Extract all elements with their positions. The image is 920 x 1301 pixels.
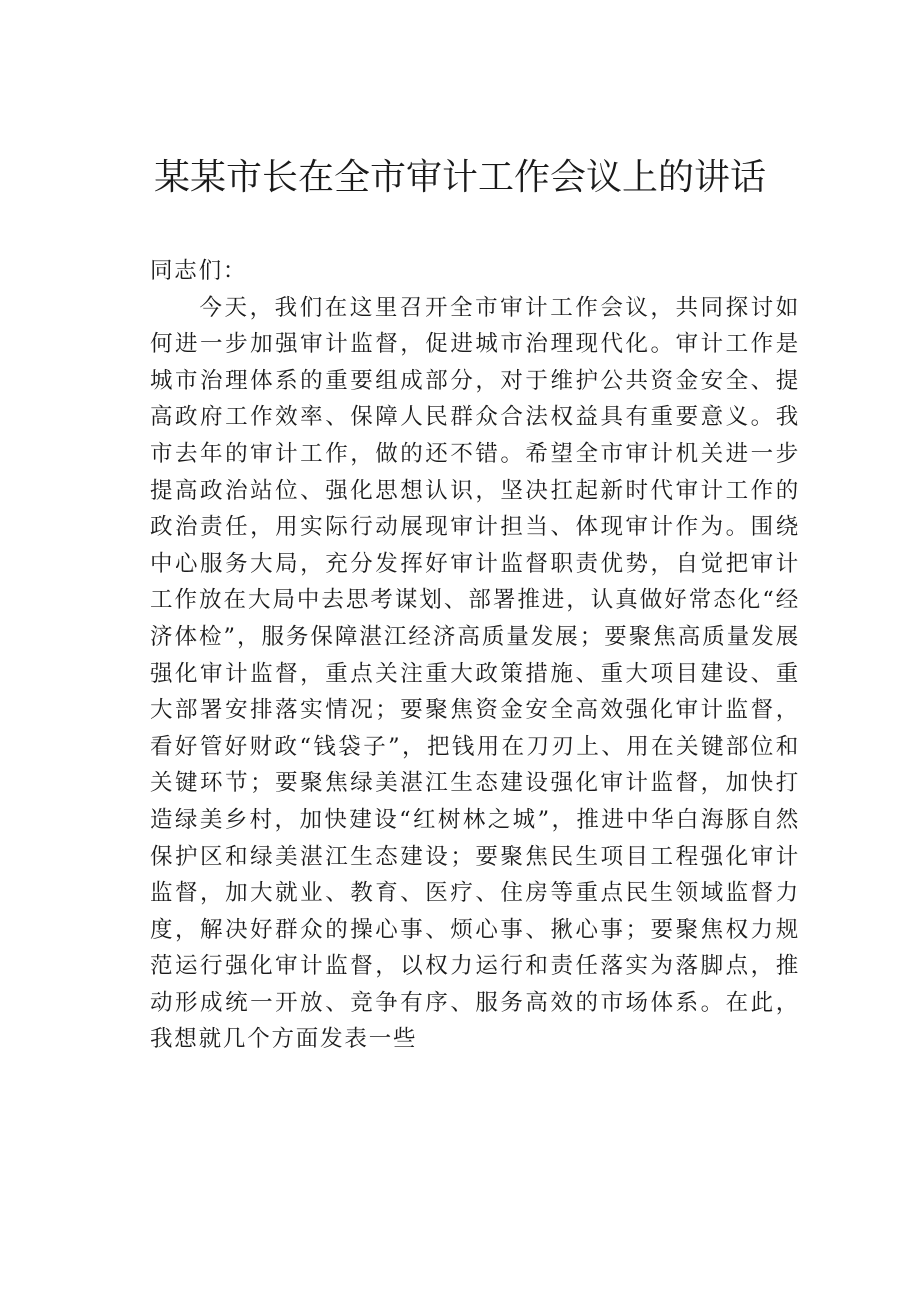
document-title: 某某市长在全市审计工作会议上的讲话 bbox=[153, 157, 766, 198]
body-paragraph: 今天，我们在这里召开全市审计工作会议，共同探讨如何进一步加强审计监督，促进城市治理现代化。审计工作是城市治理体系的重要组成部分，对于维护公共资金安全、提高政府工作效率、保障人民群众合法权益具有重要意义。我市去年的审计工作，做的还不错。希望全市审计机关进一步提高政治站位、强化思想认识，坚决扛起新时代审计工作的政治责任，用实际行动展现审计担当、体现审计作为。围绕中心服务大局，充分发挥好审计监督职责优势，自觉把审计工作放在大局中去思考谋划、部署推进，认真做好常态化“经济体检”，服务保障湛江经济高质量发展；要聚焦高质量发展强化审计监督，重点关注重大政策措施、重大项目建设、重大部署安排落实情况；要聚焦资金安全高效强化审计监督，看好管好财政“钱袋子”，把钱用在刀刃上、用在关键部位和关键环节；要聚焦绿美湛江生态建设强化审计监督，加快打造绿美乡村，加快建设“红树林之城”，推进中华白海豚自然保护区和绿美湛江生态建设；要聚焦民生项目工程强化审计监督，加大就业、教育、医疗、住房等重点民生领域监督力度，解决好群众的操心事、烦心事、揪心事；要聚焦权力规范运行强化审计监督，以权力运行和责任落实为落脚点，推动形成统一开放、竞争有序、服务高效的市场体系。在此，我想就几个方面发表一些 bbox=[150, 294, 800, 1053]
document-body bbox=[150, 253, 800, 1058]
salutation: 同志们： bbox=[150, 258, 248, 284]
